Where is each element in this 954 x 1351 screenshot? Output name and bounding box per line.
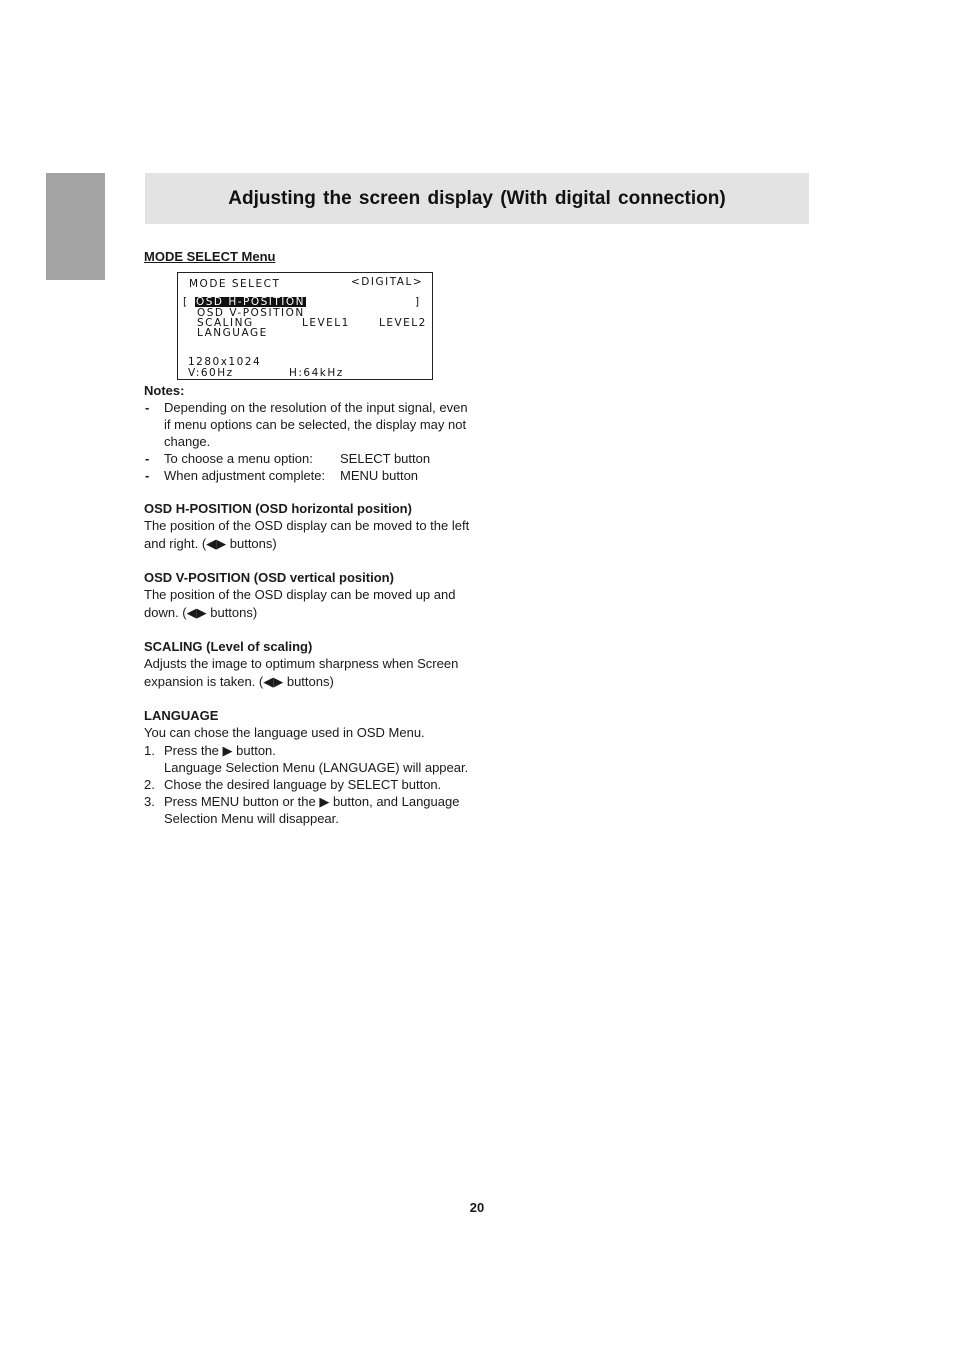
osd-bracket-right: ]	[415, 296, 421, 308]
page-title: Adjusting the screen display (With digital connection)	[228, 187, 726, 209]
osd-bracket-left: [	[183, 296, 189, 308]
section-header	[145, 173, 809, 224]
note-item	[144, 450, 474, 467]
note-label: - To choose a menu option:	[164, 451, 313, 466]
osd-item-language: LANGUAGE	[197, 327, 268, 339]
section-title: LANGUAGE	[144, 708, 219, 723]
page-number: 20	[469, 1200, 485, 1215]
side-tab-marker	[46, 173, 105, 280]
language-steps	[144, 742, 474, 827]
section-language	[144, 707, 474, 827]
section-title: OSD H-POSITION (OSD horizontal position)	[144, 501, 412, 516]
osd-title: MODE SELECT	[189, 278, 281, 290]
step-number: 3.	[144, 794, 155, 809]
section-body: The position of the OSD display can be moved up and down. (◀▶ buttons)	[144, 587, 456, 620]
section-title: OSD V-POSITION (OSD vertical position)	[144, 570, 394, 585]
osd-scaling-level2: LEVEL2	[379, 317, 427, 329]
section-title: SCALING (Level of scaling)	[144, 639, 313, 654]
step-item	[144, 742, 474, 776]
section-h-position	[144, 500, 474, 553]
step-number: 1.	[144, 743, 155, 758]
osd-resolution: 1280x1024	[188, 356, 262, 368]
notes-list	[144, 399, 474, 484]
step-number: 2.	[144, 777, 155, 792]
osd-h-freq: H:64kHz	[289, 367, 344, 379]
step-item	[144, 793, 474, 827]
note-item: - Depending on the resolution of the input signal, even if menu options can be selected, the display may not change.	[144, 399, 474, 450]
notes-title: Notes:	[144, 383, 185, 398]
osd-mode-tag: <DIGITAL>	[351, 276, 424, 288]
osd-item-v-position: OSD V-POSITION	[197, 307, 305, 319]
note-label: - When adjustment complete:	[164, 468, 326, 483]
note-item	[144, 467, 474, 484]
osd-scaling-level1: LEVEL1	[302, 317, 350, 329]
osd-item-h-position: OSD H-POSITION	[196, 296, 306, 308]
osd-item-scaling: SCALING	[197, 317, 254, 329]
mode-select-heading: MODE SELECT Menu	[144, 249, 276, 264]
note-value: SELECT button	[340, 451, 431, 466]
note-value: MENU button	[340, 468, 419, 483]
section-v-position	[144, 569, 474, 622]
step-text: Chose the desired language by SELECT button.	[164, 777, 442, 792]
osd-v-freq: V:60Hz	[188, 367, 234, 379]
section-body: Adjusts the image to optimum sharpness when Screen expansion is taken. (◀▶ buttons)	[144, 656, 459, 689]
section-intro: You can chose the language used in OSD Menu.	[144, 725, 425, 740]
step-text: Press MENU button or the ▶ button, and Language Selection Menu will disappear.	[164, 794, 460, 826]
step-item	[144, 776, 474, 793]
main-content	[144, 248, 474, 827]
section-scaling	[144, 638, 474, 691]
step-subtext: Language Selection Menu (LANGUAGE) will appear.	[164, 760, 469, 775]
section-body: The position of the OSD display can be moved to the left and right. (◀▶ buttons)	[144, 518, 470, 551]
step-text: Press the ▶ button.	[164, 743, 276, 758]
osd-menu-illustration	[177, 272, 433, 380]
